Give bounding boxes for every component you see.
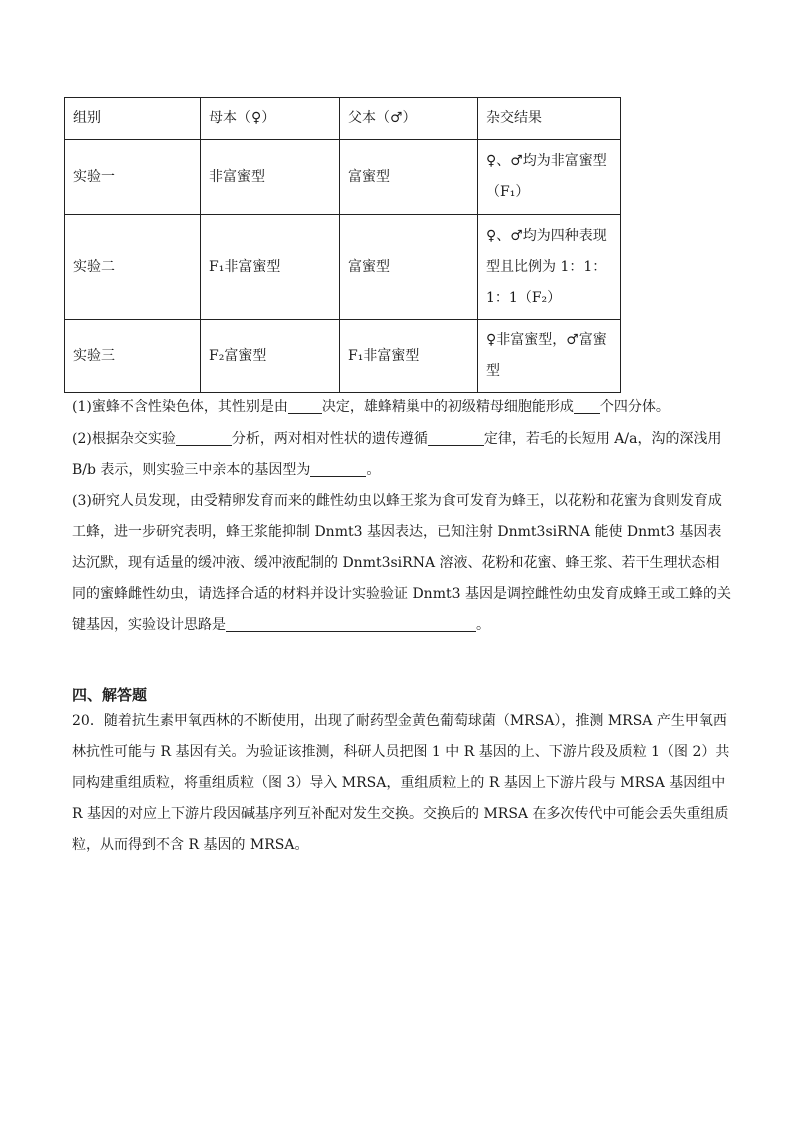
header-cell: 杂交结果	[478, 98, 621, 140]
table-row	[65, 215, 621, 320]
result-cell: ♀、♂均为非富蜜型（F₁）	[478, 140, 621, 215]
question-text: (1)蜜蜂不含性染色体，其性别是由	[72, 399, 288, 415]
result-cell: ♀、♂均为四种表现型且比例为 1：1：1：1（F₂）	[478, 215, 621, 320]
question-text: 定律，若毛的长短用 A/a，沟的深浅用 B/b 表示，则实验三中亲本的基因型为	[72, 431, 722, 478]
cross-experiment-table	[64, 97, 621, 393]
question-3	[72, 486, 732, 641]
answer-blank[interactable]	[176, 429, 232, 446]
father-cell: 富蜜型	[340, 215, 478, 320]
father-cell: F₁非富蜜型	[340, 320, 478, 393]
question-20: 20．随着抗生素甲氧西林的不断使用，出现了耐药型金黄色葡萄球菌（MRSA），推测 MRSA 产生甲氧西林抗性可能与 R 基因有关。为验证该推测，科研人员把图 1 中 R 基因的上、下游片段及质粒 1（图 2）共同构建重组质粒，将重组质粒（图 3）导入 MRSA，重组质粒上的 R 基因上下游片段与 MRSA 基因组中 R 基因的对应上下游片段因碱基序列互补配对发生交换。交换后的 MRSA 在多次传代中可能会丢失重组质粒，从而得到不含 R 基因的 MRSA。	[72, 713, 730, 853]
header-cell: 组别	[65, 98, 201, 140]
group-cell: 实验三	[65, 320, 201, 393]
question-text: 决定，雄蜂精巢中的初级精母细胞能形成	[321, 399, 574, 415]
header-cell: 母本（♀）	[201, 98, 340, 140]
answer-blank[interactable]	[288, 397, 322, 414]
mother-cell: F₁非富蜜型	[201, 215, 340, 320]
answer-blank[interactable]	[428, 429, 484, 446]
result-cell: ♀非富蜜型，♂富蜜型	[478, 320, 621, 393]
question-text: (3)研究人员发现，由受精卵发育而来的雌性幼虫以蜂王浆为食可发育为蜂王，以花粉和花蜜为食则发育成工蜂，进一步研究表明，蜂王浆能抑制 Dnmt3 基因表达，已知注射 Dnmt3siRNA 能使 Dnmt3 基因表达沉默，现有适量的缓冲液、缓冲液配制的 Dnmt3siRNA 溶液、花粉和花蜜、蜂王浆、若干生理状态相同的蜜蜂雌性幼虫，请选择合适的材料并设计实验验证 Dnmt3 基因是调控雌性幼虫发育成蜂王或工蜂的关键基因，实验设计思路是	[72, 493, 731, 633]
answer-blank[interactable]	[574, 397, 600, 414]
section-heading: 四、解答题	[72, 686, 148, 704]
answer-blank[interactable]	[310, 460, 366, 477]
group-cell: 实验二	[65, 215, 201, 320]
question-text: 分析，两对相对性状的遗传遵循	[231, 431, 428, 447]
mother-cell: F₂富蜜型	[201, 320, 340, 393]
question-1	[72, 392, 732, 423]
question-text: 。	[366, 462, 381, 478]
answer-blank[interactable]	[226, 615, 476, 632]
group-cell: 实验一	[65, 140, 201, 215]
question-text: 。	[476, 617, 490, 633]
question-text: (2)根据杂交实验	[72, 431, 176, 447]
table-row	[65, 320, 621, 393]
table-header-row	[65, 98, 621, 140]
header-cell: 父本（♂）	[340, 98, 478, 140]
question-text: 个四分体。	[599, 399, 670, 415]
table-row	[65, 140, 621, 215]
question-2	[72, 424, 732, 486]
father-cell: 富蜜型	[340, 140, 478, 215]
mother-cell: 非富蜜型	[201, 140, 340, 215]
